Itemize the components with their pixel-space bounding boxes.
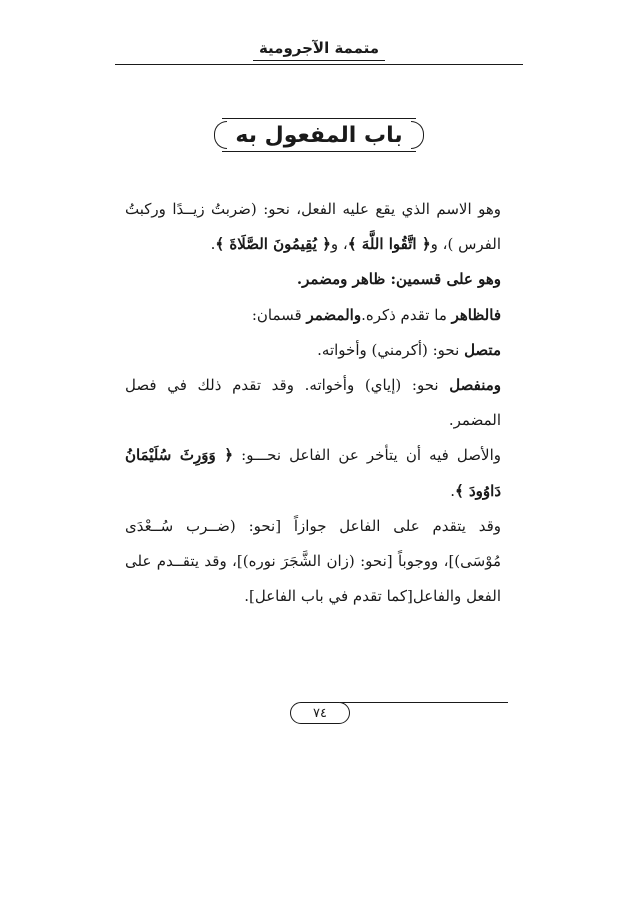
book-title: متممة الآجرومية [253,39,385,61]
chapter-title: باب المفعول به [235,122,403,148]
footnote-rule [340,702,508,703]
text-segment: ما تقدم ذكره. [361,305,452,324]
running-header [0,38,638,61]
text-segment: وهو الاسم الذي يقع عليه الفعل، نحو: (ضربتُ زيــدًا وركبتُ الفرس )، و [125,200,501,254]
text-segment: . [210,235,216,254]
quran-verse: ﴿ يُقِيمُونَ الصَّلَاةَ ﴾ [215,235,331,254]
header-rule [115,64,523,65]
paragraph-explicit-pronoun [125,298,525,333]
text-segment: قسمان: [251,305,307,324]
quran-verse: ﴿ وَوَرِثَ سُلَيْمَانُ دَاوُودَ ﴾ [125,446,501,500]
text-segment: والأصل فيه أن يتأخر عن الفاعل نحـــو: [233,446,501,465]
paragraph-precedence: وقد يتقدم على الفاعل جوازاً [نحو: (ضــرب سُــعْدَى مُوْسَى)]، ووجوباً [نحو: (زان الشَّجَرَ نوره)]، وقد يتقــدم على الفعل والفاعل[كما تقدم في باب الفاعل]. [125,516,501,606]
text-segment: ، و [330,235,348,254]
main-text [125,192,525,614]
text-segment: نحو: (إياي) وأخواته. وقد تقدم ذلك في فصل المضمر. [125,376,501,430]
term-explicit: فالظاهر [451,305,501,324]
paragraph-detached [125,368,525,438]
paragraph-attached [125,333,525,368]
paragraph-divisions: وهو على قسمين: ظاهر ومضمر. [296,270,501,289]
paragraph-definition [125,192,525,262]
page-number: ٧٤ [290,702,350,724]
chapter-title-frame [222,118,416,152]
term-detached: ومنفصل [449,376,501,395]
text-segment: . [450,481,455,500]
term-attached: متصل [464,340,501,359]
term-pronoun: والمضمر [306,305,362,324]
quran-verse: ﴿ اتَّقُوا اللَّهَ ﴾ [347,235,431,254]
text-segment: نحو: (أكرمني) وأخواته. [317,340,465,359]
paragraph-order [125,438,525,508]
